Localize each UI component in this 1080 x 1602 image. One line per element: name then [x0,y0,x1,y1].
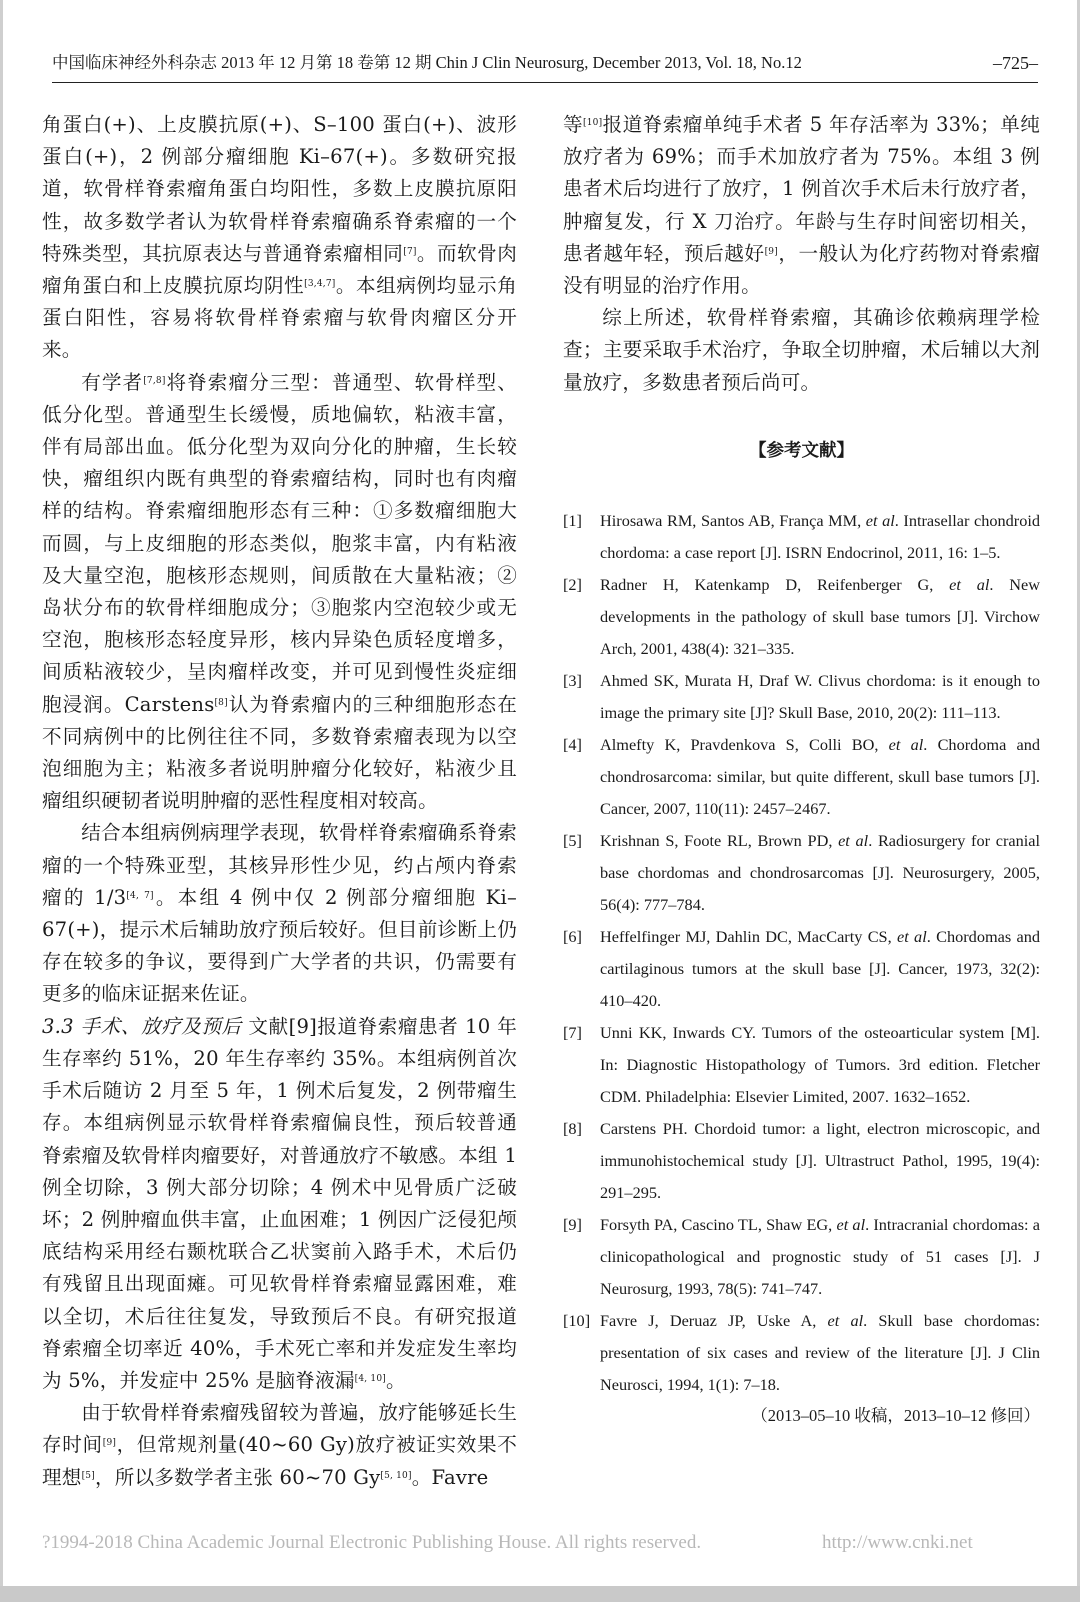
text-run: . Skull base chordomas: presentation of six cases and review of the literature [J]. J Clin Neurosci, 1994, 1(1): 7–18. [600,1310,1040,1394]
page-number: –725– [993,53,1038,73]
left-column [42,109,517,1494]
text-run: Hirosawa RM, Santos AB, França MM, [600,510,866,530]
journal-citation: 中国临床神经外科杂志 2013 年 12 月第 18 卷第 12 期 Chin J Clin Neurosurg, December 2013, Vol. 18, No.12 [52,53,802,72]
text-run: Almefty K, Pravdenkova S, Colli BO, [600,734,889,754]
text-run: Ahmed SK, Murata H, Draf W. Clivus chordoma: is it enough to image the primary site [J]? Skull Base, 2010, 20(2): 111–113. [600,670,1040,722]
reference-number: [5] [563,830,582,850]
text-run: et al [827,1310,864,1330]
text-run: 由于软骨样脊索瘤残留较为普遍，放疗能够延长生存时间 [42,1401,517,1457]
reference-text [600,729,1040,825]
reference-item [563,729,1040,825]
reference-number: [8] [563,1118,582,1138]
reference-item [563,1209,1040,1305]
reference-text [600,1113,1040,1209]
citation: [4, 7] [126,890,154,901]
reference-item [563,1305,1040,1401]
text-run: 。 [385,1368,406,1392]
text-run: et al [865,510,895,530]
reference-text [600,921,1040,1017]
text-run: . Intrasellar chondroid chordoma: a case report [J]. ISRN Endocrinol, 2011, 16: 1–5. [600,510,1041,562]
section-heading: 3.3 手术、放疗及预后 [42,1014,242,1038]
text-run: . Chordoma and chondrosarcoma: similar, but quite different, skull base tumors [J]. Cancer, 2007, 110(11): 2457–2467. [600,734,1041,818]
footer-link[interactable]: http://www.cnki.net [822,1532,973,1553]
reference-text [600,825,1040,921]
text-run: Carstens PH. Chordoid tumor: a light, electron microscopic, and immunohistochemical study [J]. Ultrastruct Pathol, 1995, 19(4): 291–295. [600,1118,1040,1202]
citation: [5, 10] [380,1470,412,1481]
text-run: et al [949,574,990,594]
text-run: . Chordomas and cartilaginous tumors at the skull base [J]. Cancer, 1973, 32(2): 410–420. [600,926,1041,1010]
citation: [7] [403,246,417,257]
text-run: 。Favre [411,1465,489,1489]
text-run: Unni KK, Inwards CY. Tumors of the osteoarticular system [M]. In: Diagnostic Histopathology of Tumors. 3rd edition. Fletcher CDM. Philadelphia: Elsevier Limited, 2007. 1632–1652. [600,1022,1040,1106]
copyright-footer [42,1532,1042,1554]
copyright-notice: ?1994-2018 China Academic Journal Electronic Publishing House. All rights reserved. [42,1532,702,1553]
text-run: 。本组病例均显示角蛋白阳性，容易将软骨样脊索瘤与软骨肉瘤区分开来。 [42,274,517,362]
reference-number: [6] [563,926,582,946]
text-run: 等 [563,113,584,136]
text-run: 文献[9]报道脊索瘤患者 10 年生存率约 51%，20 年生存率约 35%。本组病例首次手术后随访 2 月至 5 年，1 例术后复发，2 例带瘤生存。本组病例显示软骨样脊索瘤偏良性，预后较普通脊索瘤及软骨样肉瘤要好，对普通放疗不敏感。本组 1 例全切除，3 例大部分切除；4 例术中见骨质广泛破坏；2 例肿瘤血供丰富，止血困难；1 例因广泛侵犯颅底结构采用经右颞枕联合乙状窦前入路手术，术后仍有残留且出现面瘫。可见软骨样脊索瘤显露困难，难以全切，术后往往复发，导致预后不良。有研究报道脊索瘤全切率近 40%，手术死亡率和并发症发生率均为 5%，并发症中 25% 是脑脊液漏 [42,1014,517,1392]
paragraph-5 [42,1397,517,1494]
reference-item [563,1113,1040,1209]
paragraph-3 [42,817,517,1010]
right-column [563,109,1040,1431]
reference-item [563,1017,1040,1113]
text-run: et al [838,830,869,850]
text-run: 认为脊索瘤内的三种细胞形态在不同病例中的比例往往不同，多数脊索瘤表现为以空泡细胞为主；粘液多者说明肿瘤分化较好，粘液少且瘤组织硬韧者说明肿瘤的恶性程度相对较高。 [42,692,517,813]
paragraph-7: 综上所述，软骨样脊索瘤，其确诊依赖病理学检查；主要采取手术治疗，争取全切肿瘤，术后辅以大剂量放疗，多数患者预后尚可。 [563,306,1040,394]
citation: [3,4,7] [304,279,336,290]
text-run: Forsyth PA, Cascino TL, Shaw EG, [600,1214,837,1234]
text-run: 将脊索瘤分三型：普通型、软骨样型、低分化型。普通型生长缓慢，质地偏软，粘液丰富，伴有局部出血。低分化型为双向分化的肿瘤，生长较快，瘤组织内既有典型的脊索瘤结构，同时也有肉瘤样的结构。脊索瘤细胞形态有三种：①多数瘤细胞大而圆，与上皮细胞的形态类似，胞浆丰富，内有粘液及大量空泡，胞核形态规则，间质散在大量粘液；②岛状分布的软骨样细胞成分；③胞浆内空泡较少或无空泡，胞核形态轻度异形，核内异染色质轻度增多，间质粘液较少，呈肉瘤样改变，并可见到慢性炎症细胞浸润。Carstens [42,370,517,716]
reference-item [563,825,1040,921]
reference-item [563,505,1040,569]
text-run: Radner H, Katenkamp D, Reifenberger G, [600,574,950,594]
text-run: ，一般认为化疗药物对脊索瘤没有明显的治疗作用。 [563,241,1041,298]
reference-text [600,665,1040,729]
citation: [9] [102,1438,117,1449]
reference-text [600,505,1040,569]
citation: [8] [214,697,228,708]
reference-number: [3] [563,670,582,690]
text-run: . Intracranial chordomas: a clinicopathological and prognostic study of 51 cases [J]. J Neurosurg, 1993, 78(5): 741–747. [600,1214,1040,1298]
reference-number: [4] [563,734,582,754]
text-run: 结合本组病例病理学表现，软骨样脊索瘤确系脊索瘤的一个特殊亚型，其核异形性少见，约占颅内脊索瘤的 1/3 [42,821,517,909]
running-header [52,48,1038,83]
text-run: 角蛋白(+)、上皮膜抗原(+)、S–100 蛋白(+)、波形蛋白(+)，2 例部分瘤细胞 Ki–67(+)。多数研究报道，软骨样脊索瘤角蛋白均阳性，多数上皮膜抗原阳性，故多数学者认为软骨样脊索瘤确系脊索瘤的一个特殊类型，其抗原表达与普通脊索瘤相同 [42,113,517,265]
text-run: Krishnan S, Foote RL, Brown PD, [600,830,839,850]
text-run: 。而软骨肉瘤角蛋白和上皮膜抗原均阴性 [42,241,517,298]
received-revised-dates: （2013–05–10 收稿，2013–10–12 修回） [751,1405,1040,1425]
text-run: . Radiosurgery for cranial base chordomas and chondrosarcomas [J]. Neurosurgery, 2005, 56(4): 777–784. [600,830,1041,914]
reference-number: [1] [563,510,582,530]
text-run: 有学者 [81,370,144,394]
text-run: . New developments in the pathology of skull base tumors [J]. Virchow Arch, 2001, 438(4): 321–335. [600,574,1041,658]
paragraph-1 [42,109,517,367]
reference-item [563,569,1040,665]
text-run: et al [888,734,924,754]
paragraph-4 [42,1011,517,1397]
reference-text [600,1017,1040,1113]
citation: [4, 10] [354,1373,386,1384]
reference-text [600,569,1040,665]
reference-number: [9] [563,1214,582,1234]
reference-number: [7] [563,1022,582,1042]
text-run: 。本组 4 例中仅 2 例部分瘤细胞 Ki–67(+)，提示术后辅助放疗预后较好。但目前诊断上仍存在较多的争议，要得到广大学者的共识，仍需要有更多的临床证据来佐证。 [42,885,517,1006]
reference-number: [2] [563,574,582,594]
reference-text [600,1209,1040,1305]
reference-list [563,505,1040,1401]
citation: [5] [81,1470,95,1481]
text-run: et al [897,926,927,946]
citation: [7,8] [143,375,166,386]
text-run: 报道脊索瘤单纯手术者 5 年存活率为 33%；单纯放疗者为 69%；而手术加放疗者为 75%。本组 3 例患者术后均进行了放疗，1 例首次手术后未行放疗者，肿瘤复发，行 X 刀治疗。年龄与生存时间密切相关，患者越年轻，预后越好 [563,113,1040,265]
reference-item [563,921,1040,1017]
references-heading: 【参考文献】 [749,440,854,461]
reference-number: [10] [563,1310,591,1330]
viewer-bottom-bar [0,1586,1080,1602]
text-run: et al [836,1214,866,1234]
citation: [10] [583,118,603,128]
reference-text [600,1305,1040,1401]
text-run: Favre J, Deruaz JP, Uske A, [600,1310,828,1330]
text-run: ，但常规剂量(40~60 Gy)放疗被证实效果不理想 [42,1433,517,1489]
citation: [9] [764,246,778,257]
paragraph-2 [42,367,517,818]
paragraph-6 [563,109,1040,302]
text-run: ，所以多数学者主张 60~70 Gy [94,1465,381,1489]
text-run: Heffelfinger MJ, Dahlin DC, MacCarty CS, [600,926,897,946]
reference-item [563,665,1040,729]
